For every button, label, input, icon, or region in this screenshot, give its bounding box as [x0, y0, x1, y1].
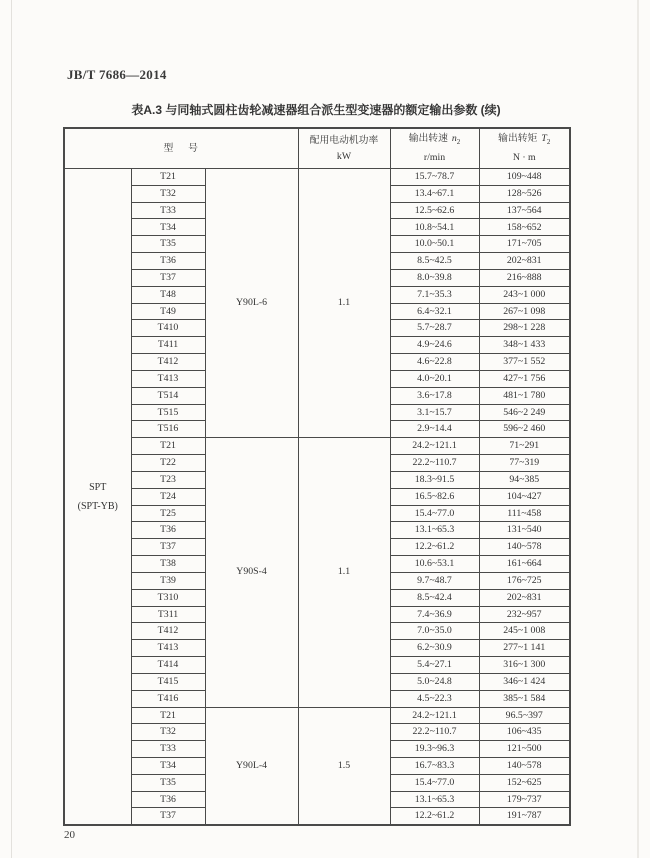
output-torque-cell: 158~652 [479, 219, 570, 236]
output-speed-cell: 5.4~27.1 [390, 657, 479, 674]
output-speed-cell: 10.6~53.1 [390, 556, 479, 573]
output-torque-cell: 96.5~397 [479, 707, 570, 724]
model-cell: T37 [131, 539, 205, 556]
model-cell: T516 [131, 421, 205, 438]
model-cell: T413 [131, 370, 205, 387]
model-cell: T22 [131, 455, 205, 472]
motor-power-cell: 1.1 [298, 438, 390, 707]
output-speed-cell: 16.5~82.6 [390, 488, 479, 505]
output-torque-cell: 77~319 [479, 455, 570, 472]
output-speed-cell: 13.1~65.3 [390, 791, 479, 808]
output-torque-cell: 176~725 [479, 572, 570, 589]
output-speed-cell: 7.1~35.3 [390, 286, 479, 303]
motor-model-cell: Y90L-6 [205, 169, 298, 438]
header-output-speed [390, 128, 479, 169]
output-torque-cell: 131~540 [479, 522, 570, 539]
page-number: 20 [64, 829, 75, 841]
model-cell: T32 [131, 185, 205, 202]
header-torque-label: 输出转矩 $T_2$ [498, 133, 551, 146]
output-speed-cell: 10.0~50.1 [390, 236, 479, 253]
model-cell: T24 [131, 488, 205, 505]
model-cell: T21 [131, 169, 205, 186]
model-cell: T416 [131, 690, 205, 707]
output-torque-cell: 596~2 460 [479, 421, 570, 438]
header-model-label: 型 号 [163, 142, 199, 154]
header-row [64, 128, 570, 169]
output-torque-cell: 298~1 228 [479, 320, 570, 337]
output-torque-cell: 140~578 [479, 539, 570, 556]
output-torque-cell: 267~1 098 [479, 303, 570, 320]
header-torque-unit: N · m [512, 151, 536, 163]
output-torque-cell: 104~427 [479, 488, 570, 505]
model-cell: T410 [131, 320, 205, 337]
table-row [64, 438, 570, 455]
output-speed-cell: 24.2~121.1 [390, 438, 479, 455]
output-speed-cell: 15.4~77.0 [390, 505, 479, 522]
output-speed-cell: 24.2~121.1 [390, 707, 479, 724]
output-speed-cell: 7.4~36.9 [390, 606, 479, 623]
output-torque-cell: 202~831 [479, 253, 570, 270]
motor-model-cell: Y90S-4 [205, 438, 298, 707]
header-output-torque [479, 128, 570, 169]
output-torque-cell: 346~1 424 [479, 673, 570, 690]
model-cell: T33 [131, 202, 205, 219]
model-cell: T35 [131, 236, 205, 253]
output-speed-cell: 10.8~54.1 [390, 219, 479, 236]
model-cell: T32 [131, 724, 205, 741]
output-torque-cell: 152~625 [479, 774, 570, 791]
scan-edge-left [11, 0, 12, 858]
model-cell: T411 [131, 337, 205, 354]
output-torque-cell: 191~787 [479, 808, 570, 825]
motor-power-cell: 1.5 [298, 707, 390, 825]
output-torque-cell: 385~1 584 [479, 690, 570, 707]
output-speed-cell: 6.4~32.1 [390, 303, 479, 320]
output-speed-cell: 15.4~77.0 [390, 774, 479, 791]
output-torque-cell: 128~526 [479, 185, 570, 202]
output-torque-cell: 245~1 008 [479, 623, 570, 640]
output-speed-cell: 16.7~83.3 [390, 757, 479, 774]
header-speed-unit: r/min [423, 151, 446, 163]
output-torque-cell: 106~435 [479, 724, 570, 741]
output-torque-cell: 140~578 [479, 757, 570, 774]
output-torque-cell: 179~737 [479, 791, 570, 808]
output-speed-cell: 2.9~14.4 [390, 421, 479, 438]
model-cell: T21 [131, 707, 205, 724]
output-torque-cell: 481~1 780 [479, 387, 570, 404]
output-torque-cell: 316~1 300 [479, 657, 570, 674]
model-cell: T37 [131, 808, 205, 825]
output-speed-cell: 5.7~28.7 [390, 320, 479, 337]
doc-number: JB/T 7686—2014 [67, 67, 167, 82]
series-name: SPT [89, 481, 107, 493]
output-speed-cell: 8.5~42.5 [390, 253, 479, 270]
model-cell: T48 [131, 286, 205, 303]
model-cell: T414 [131, 657, 205, 674]
model-cell: T34 [131, 219, 205, 236]
model-cell: T38 [131, 556, 205, 573]
model-cell: T515 [131, 404, 205, 421]
model-cell: T21 [131, 438, 205, 455]
model-cell: T37 [131, 269, 205, 286]
output-speed-cell: 22.2~110.7 [390, 724, 479, 741]
model-cell: T413 [131, 640, 205, 657]
motor-power-cell: 1.1 [298, 169, 390, 438]
header-power-unit: kW [336, 150, 352, 162]
output-torque-cell: 202~831 [479, 589, 570, 606]
model-cell: T23 [131, 471, 205, 488]
series-label-cell [64, 169, 131, 826]
output-torque-cell: 161~664 [479, 556, 570, 573]
model-cell: T36 [131, 791, 205, 808]
model-cell: T415 [131, 673, 205, 690]
model-cell: T39 [131, 572, 205, 589]
output-speed-cell: 12.5~62.6 [390, 202, 479, 219]
output-torque-cell: 232~957 [479, 606, 570, 623]
model-cell: T412 [131, 623, 205, 640]
output-torque-cell: 109~448 [479, 169, 570, 186]
output-torque-cell: 348~1 433 [479, 337, 570, 354]
output-speed-cell: 3.1~15.7 [390, 404, 479, 421]
output-speed-cell: 12.2~61.2 [390, 539, 479, 556]
header-power-label: 配用电动机功率 [309, 134, 379, 146]
output-torque-cell: 277~1 141 [479, 640, 570, 657]
header-speed-label: 输出转速 $n_2$ [408, 133, 461, 146]
table-title: 表A.3 与同轴式圆柱齿轮减速器组合派生型变速器的额定输出参数 (续) [131, 103, 501, 117]
model-cell: T514 [131, 387, 205, 404]
output-torque-cell: 546~2 249 [479, 404, 570, 421]
output-speed-cell: 8.0~39.8 [390, 269, 479, 286]
model-cell: T33 [131, 741, 205, 758]
output-speed-cell: 18.3~91.5 [390, 471, 479, 488]
series-variant: (SPT-YB) [77, 500, 118, 512]
output-torque-cell: 377~1 552 [479, 354, 570, 371]
model-cell: T412 [131, 354, 205, 371]
header-motor-power [298, 128, 390, 169]
output-speed-cell: 19.3~96.3 [390, 741, 479, 758]
output-speed-cell: 9.7~48.7 [390, 572, 479, 589]
output-speed-cell: 4.9~24.6 [390, 337, 479, 354]
output-parameters-table [63, 127, 571, 826]
model-cell: T49 [131, 303, 205, 320]
model-cell: T35 [131, 774, 205, 791]
output-speed-cell: 4.0~20.1 [390, 370, 479, 387]
output-speed-cell: 15.7~78.7 [390, 169, 479, 186]
output-speed-cell: 13.1~65.3 [390, 522, 479, 539]
output-speed-cell: 3.6~17.8 [390, 387, 479, 404]
output-torque-cell: 71~291 [479, 438, 570, 455]
model-cell: T36 [131, 522, 205, 539]
output-torque-cell: 121~500 [479, 741, 570, 758]
output-speed-cell: 8.5~42.4 [390, 589, 479, 606]
output-speed-cell: 4.6~22.8 [390, 354, 479, 371]
output-torque-cell: 111~458 [479, 505, 570, 522]
output-torque-cell: 171~705 [479, 236, 570, 253]
output-speed-cell: 22.2~110.7 [390, 455, 479, 472]
model-cell: T25 [131, 505, 205, 522]
model-cell: T310 [131, 589, 205, 606]
table-row [64, 707, 570, 724]
output-torque-cell: 427~1 756 [479, 370, 570, 387]
scan-edge-right [637, 0, 639, 858]
output-speed-cell: 5.0~24.8 [390, 673, 479, 690]
model-cell: T311 [131, 606, 205, 623]
output-speed-cell: 13.4~67.1 [390, 185, 479, 202]
output-torque-cell: 94~385 [479, 471, 570, 488]
output-speed-cell: 7.0~35.0 [390, 623, 479, 640]
output-torque-cell: 243~1 000 [479, 286, 570, 303]
output-speed-cell: 4.5~22.3 [390, 690, 479, 707]
model-cell: T36 [131, 253, 205, 270]
model-cell: T34 [131, 757, 205, 774]
output-speed-cell: 12.2~61.2 [390, 808, 479, 825]
output-speed-cell: 6.2~30.9 [390, 640, 479, 657]
motor-model-cell: Y90L-4 [205, 707, 298, 825]
output-torque-cell: 137~564 [479, 202, 570, 219]
header-model [64, 128, 298, 169]
output-torque-cell: 216~888 [479, 269, 570, 286]
table-row [64, 169, 570, 186]
